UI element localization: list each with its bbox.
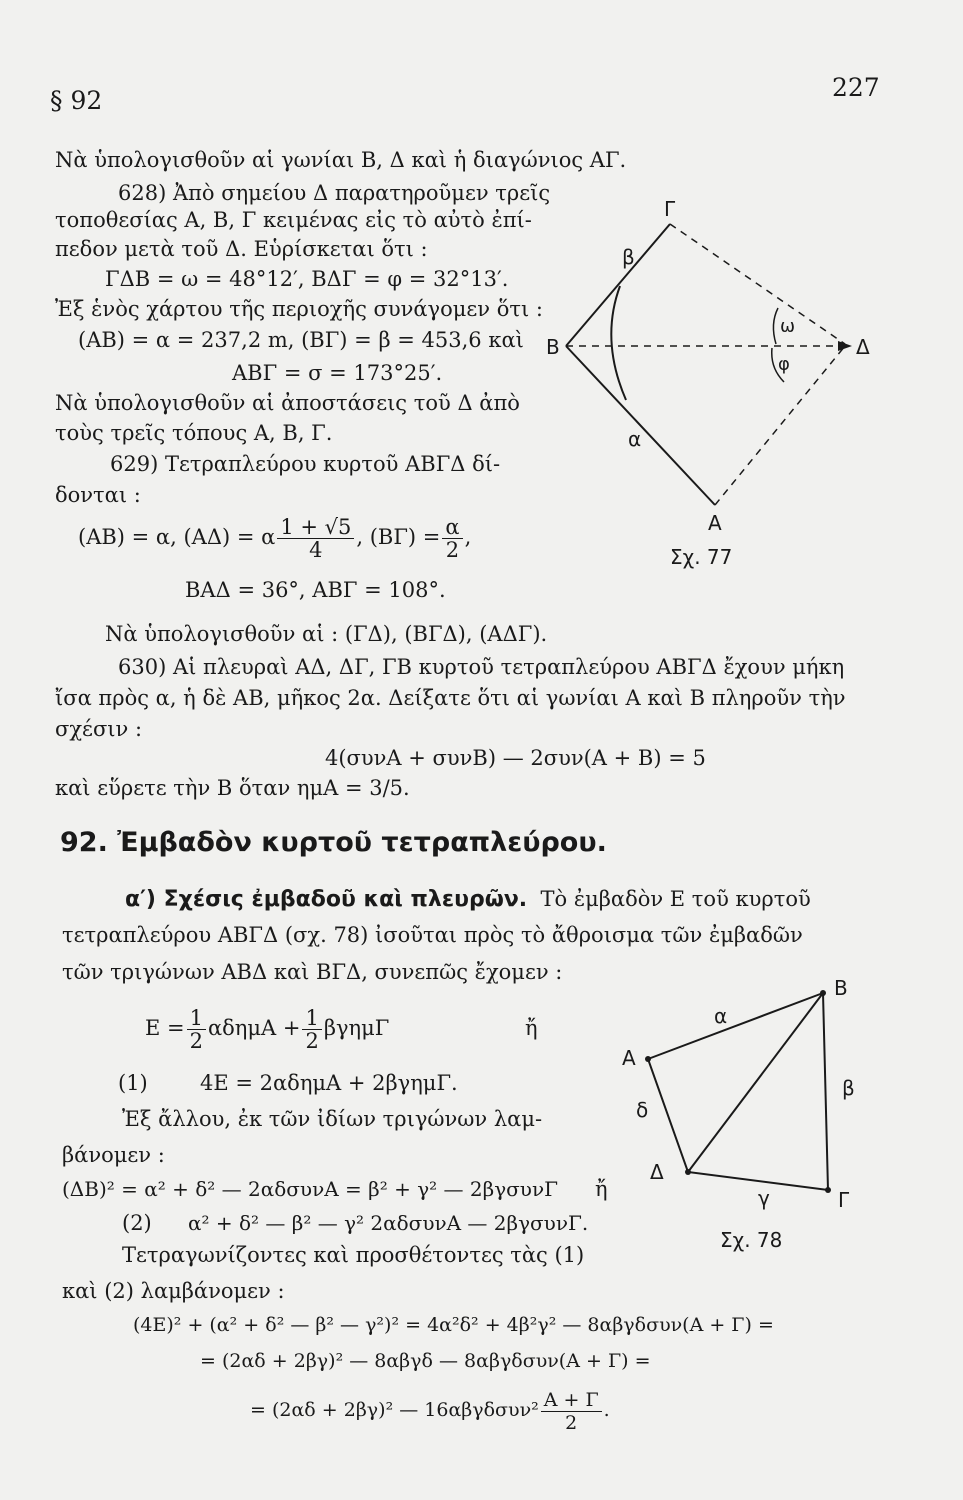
equation-5	[250, 1382, 610, 1438]
problem-630-line: ἴσα πρὸς α, ἡ δὲ ΑΒ, μῆκος 2α. Δείξατε ὅτι αἱ γωνίαι Α καὶ Β πληροῦν τὴν	[55, 686, 846, 710]
equation-law-of-cosines: (ΔΒ)² = α² + δ² — 2αδσυνΑ = β² + γ² — 2βγσυνΓ	[62, 1177, 558, 1201]
fraction	[302, 1007, 321, 1052]
subsection-title: α′) Σχέσις ἐμβαδοῦ καὶ πλευρῶν.	[125, 887, 528, 912]
segment-GD	[670, 224, 845, 344]
denominator: 2	[445, 538, 460, 562]
denominator: 4	[309, 538, 323, 562]
label-A: Α	[622, 1046, 636, 1070]
denominator: 2	[305, 1029, 319, 1053]
problem-628-line: τοποθεσίας Α, Β, Γ κειμένας εἰς τὸ αὐτὸ ἐπί-	[55, 208, 532, 232]
problem-627-tail: Νὰ ὑπολογισθοῦν αἱ γωνίαι Β, Δ καὶ ἡ διαγώνιος ΑΓ.	[55, 148, 627, 172]
equation-3: (4E)² + (α² + δ² — β² — γ²)² = 4α²δ² + 4β²γ² — 8αβγδσυν(Α + Γ) =	[133, 1314, 774, 1336]
segment-GB	[566, 224, 670, 346]
numerator: 1 + √5	[277, 516, 354, 539]
problem-628-line: τοὺς τρεῖς τόπους Α, Β, Γ.	[55, 421, 333, 445]
equation-1: 4E = 2αδημΑ + 2βγημΓ.	[200, 1071, 458, 1095]
segment-BA	[566, 346, 715, 505]
eq-part: αδημΑ +	[207, 1016, 301, 1040]
label-phi: φ	[778, 354, 790, 375]
equation-sides: (ΑΒ) = α = 237,2 m, (ΒΓ) = β = 453,6 καὶ	[78, 328, 524, 352]
fraction	[277, 516, 354, 561]
eq-part: , (ΒΓ) =	[356, 525, 441, 549]
figure-77-caption: Σχ. 77	[670, 545, 733, 569]
equation-629-sides	[78, 513, 471, 561]
or-word: ἤ	[595, 1177, 608, 1201]
arrowhead	[838, 341, 852, 351]
or-word: ἤ	[525, 1016, 538, 1040]
label-D: Δ	[650, 1160, 664, 1184]
body-line: τετραπλεύρου ΑΒΓΔ (σχ. 78) ἰσοῦται πρὸς τὸ ἄθροισμα τῶν ἐμβαδῶν	[62, 923, 803, 947]
problem-628-line: πεδον μετὰ τοῦ Δ. Εὑρίσκεται ὅτι :	[55, 237, 428, 261]
label-gamma: γ	[758, 1186, 770, 1210]
eq-part: (ΑΒ) = α, (ΑΔ) = α	[78, 525, 276, 549]
equation-2: α² + δ² — β² — γ² 2αδσυνΑ — 2βγσυνΓ.	[188, 1211, 589, 1235]
equation-label: (2)	[122, 1211, 152, 1235]
subsection-line	[125, 886, 811, 913]
problem-628-line: Νὰ ὑπολογισθοῦν αἱ ἀποστάσεις τοῦ Δ ἀπὸ	[55, 391, 520, 415]
vertex-G	[825, 1187, 831, 1193]
label-beta: β	[622, 245, 635, 269]
body-line: καὶ (2) λαμβάνομεν :	[62, 1279, 285, 1303]
equation-629-angles: ΒΑΔ = 36°, ΑΒΓ = 108°.	[185, 578, 446, 602]
equation-label: (1)	[118, 1071, 148, 1095]
label-beta: β	[842, 1076, 855, 1100]
problem-628-line: 628) Ἀπὸ σημείου Δ παρατηροῦμεν τρεῖς	[118, 181, 551, 205]
figure-78-caption: Σχ. 78	[720, 1228, 783, 1252]
problem-630-line: 630) Αἱ πλευραὶ ΑΔ, ΔΓ, ΓΒ κυρτοῦ τετραπλεύρου ΑΒΓΔ ἔχουν μήκη	[118, 655, 845, 679]
page-number: 227	[832, 73, 880, 102]
problem-630-line: σχέσιν :	[55, 717, 143, 741]
body-line: Ἐξ ἄλλου, ἐκ τῶν ἰδίων τριγώνων λαμ-	[122, 1107, 543, 1131]
numerator: α	[442, 516, 462, 539]
label-delta: δ	[636, 1098, 649, 1122]
problem-629-line: Νὰ ὑπολογισθοῦν αἱ : (ΓΔ), (ΒΓΔ), (ΑΔΓ).	[105, 622, 548, 646]
numerator: 1	[302, 1007, 321, 1030]
vertex-B	[820, 990, 826, 996]
angle-arc-sigma	[611, 286, 626, 400]
problem-630-line: καὶ εὕρετε τὴν Β ὅταν ημΑ = 3/5.	[55, 776, 410, 800]
eq-part: .	[603, 1399, 610, 1421]
body-line: τῶν τριγώνων ΑΒΔ καὶ ΒΓΔ, συνεπῶς ἔχομεν :	[62, 960, 563, 984]
equation-angles: ΓΔΒ = ω = 48°12′, ΒΔΓ = φ = 32°13′.	[105, 267, 509, 291]
eq-part: = (2αδ + 2βγ)² — 16αβγδσυν²	[250, 1399, 539, 1421]
eq-part: βγημΓ	[323, 1016, 390, 1040]
label-B: Β	[546, 335, 560, 359]
problem-628-line: Ἐξ ἑνὸς χάρτου τῆς περιοχῆς συνάγομεν ὅτι :	[55, 297, 543, 321]
problem-629-line: δονται :	[55, 483, 141, 507]
label-D: Δ	[856, 335, 870, 359]
vertex-D	[685, 1169, 691, 1175]
problem-629-line: 629) Τετραπλεύρου κυρτοῦ ΑΒΓΔ δί-	[110, 452, 501, 476]
label-A: Α	[708, 511, 722, 535]
numerator: Α + Γ	[541, 1389, 602, 1412]
equation-area	[145, 1000, 389, 1056]
eq-part: ,	[464, 525, 472, 549]
fraction	[541, 1389, 602, 1434]
equation-4: = (2αδ + 2βγ)² — 8αβγδ — 8αβγδσυν(Α + Γ) =	[200, 1350, 651, 1372]
angle-arc-omega	[773, 308, 778, 344]
figure-77	[540, 190, 880, 590]
denominator: 2	[189, 1029, 203, 1053]
denominator: 2	[565, 1411, 578, 1434]
label-omega: ω	[780, 316, 796, 337]
body-line: βάνομεν :	[62, 1143, 165, 1167]
vertex-A	[645, 1056, 651, 1062]
fraction	[187, 1007, 206, 1052]
section-mark: § 92	[50, 86, 103, 115]
label-G: Γ	[664, 197, 676, 221]
subsection-text: Τὸ ἐμβαδὸν Ε τοῦ κυρτοῦ	[540, 887, 811, 911]
fraction	[442, 516, 462, 561]
label-B: Β	[834, 976, 848, 1000]
body-line: Τετραγωνίζοντες καὶ προσθέτοντες τὰς (1)	[122, 1243, 585, 1267]
equation-630: 4(συνΑ + συνΒ) — 2συν(Α + Β) = 5	[325, 746, 706, 770]
diagonal-DB	[688, 993, 823, 1172]
equation-angle-sigma: ΑΒΓ = σ = 173°25′.	[232, 361, 443, 385]
numerator: 1	[187, 1007, 206, 1030]
eq-part: E =	[145, 1016, 185, 1040]
figure-78	[608, 965, 868, 1265]
section-heading: 92. Ἐμβαδὸν κυρτοῦ τετραπλεύρου.	[60, 827, 607, 858]
label-G: Γ	[838, 1188, 850, 1212]
label-alpha: α	[628, 427, 642, 451]
label-alpha: α	[714, 1004, 728, 1028]
